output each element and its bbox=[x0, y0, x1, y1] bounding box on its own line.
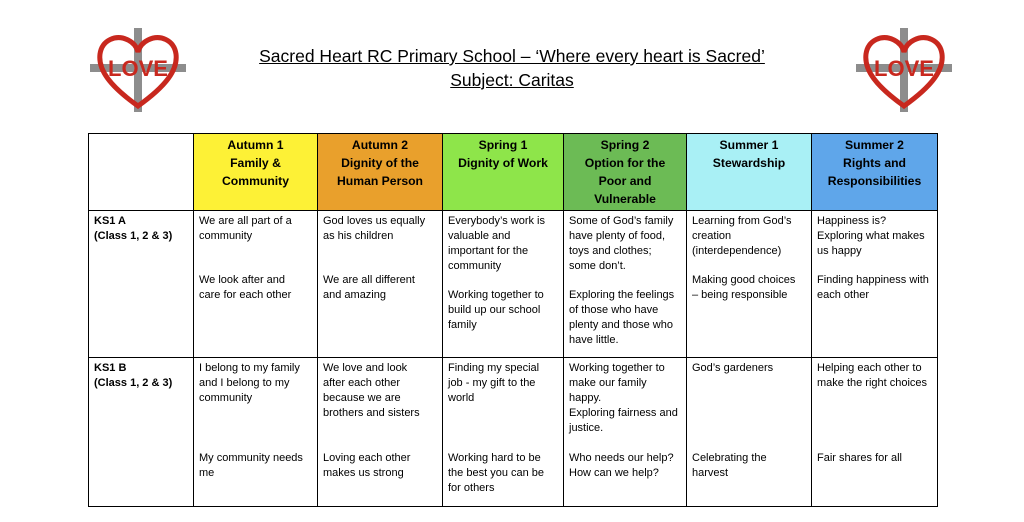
header-text: Spring 1 bbox=[478, 138, 528, 152]
paragraph-gap bbox=[817, 391, 932, 451]
cell-text: have little. bbox=[569, 334, 619, 346]
row-header-text: (Class 1, 2 & 3) bbox=[94, 230, 173, 242]
paragraph-gap bbox=[323, 421, 437, 451]
cell-text: job - my gift to the bbox=[448, 377, 536, 389]
table-cell bbox=[687, 211, 812, 358]
row-header bbox=[89, 358, 194, 507]
header-row bbox=[89, 134, 938, 211]
cell-text: have plenty of food, bbox=[569, 230, 666, 242]
cell-text: Making good choices bbox=[692, 274, 796, 286]
cell-text: family bbox=[448, 319, 477, 331]
paragraph-gap bbox=[569, 436, 681, 451]
header-cell-term bbox=[687, 134, 812, 211]
header-text: Option for the bbox=[584, 156, 666, 170]
table-cell bbox=[318, 211, 443, 358]
cell-text: Exploring the feelings bbox=[569, 289, 675, 301]
cell-text: God loves us equally bbox=[323, 215, 426, 227]
cell-text: Working together to bbox=[448, 289, 544, 301]
header-text: Vulnerable bbox=[594, 192, 656, 206]
paragraph-gap bbox=[817, 259, 932, 273]
row-header-text: (Class 1, 2 & 3) bbox=[94, 377, 173, 389]
header-text: Poor and bbox=[598, 174, 652, 188]
header-text: Stewardship bbox=[712, 156, 786, 170]
cell-text: creation bbox=[692, 230, 732, 242]
cell-text: important for the bbox=[448, 245, 529, 257]
cell-text: God’s gardeners bbox=[692, 362, 774, 374]
cell-text: Finding my special bbox=[448, 362, 540, 374]
cell-text: make our family bbox=[569, 377, 647, 389]
cell-text: I belong to my family bbox=[199, 362, 300, 374]
cell-text: of those who have bbox=[569, 304, 659, 316]
table-cell bbox=[687, 358, 812, 507]
cell-text: My community needs bbox=[199, 452, 303, 464]
cell-text: Exploring fairness and bbox=[569, 407, 678, 419]
cell-text: each other bbox=[817, 289, 869, 301]
header-text: Dignity of Work bbox=[458, 156, 548, 170]
paragraph-gap bbox=[448, 406, 558, 451]
header-text: Rights and bbox=[843, 156, 906, 170]
document-title bbox=[0, 44, 1024, 92]
cell-text: care for each other bbox=[199, 289, 292, 301]
svg-text:LOVE: LOVE bbox=[874, 56, 934, 81]
row-header-text: KS1 A bbox=[94, 215, 126, 227]
cell-text: Learning from God’s bbox=[692, 215, 792, 227]
cell-text: me bbox=[199, 467, 215, 479]
row-header bbox=[89, 211, 194, 358]
cell-text: Celebrating the bbox=[692, 452, 767, 464]
svg-text:LOVE: LOVE bbox=[108, 56, 168, 81]
row-header-text: KS1 B bbox=[94, 362, 127, 374]
cell-text: and I belong to my bbox=[199, 377, 290, 389]
header-text: Summer 1 bbox=[719, 138, 779, 152]
table-cell bbox=[194, 211, 318, 358]
cell-text: Finding happiness with bbox=[817, 274, 929, 286]
cell-text: We are all different bbox=[323, 274, 415, 286]
header-text: Human Person bbox=[336, 174, 423, 188]
header-cell-term bbox=[194, 134, 318, 211]
header-cell-term bbox=[564, 134, 687, 211]
cell-text: harvest bbox=[692, 467, 729, 479]
cell-text: because we are bbox=[323, 392, 401, 404]
paragraph-gap bbox=[323, 244, 437, 273]
table-row bbox=[89, 211, 938, 358]
cell-text: community bbox=[448, 260, 502, 272]
table-cell bbox=[443, 211, 564, 358]
cell-text: Loving each other bbox=[323, 452, 411, 464]
header-cell-term bbox=[318, 134, 443, 211]
cell-text: Helping each other to bbox=[817, 362, 922, 374]
paragraph-gap bbox=[692, 259, 806, 273]
cell-text: makes us strong bbox=[323, 467, 404, 479]
cell-text: build up our school bbox=[448, 304, 541, 316]
header-text: Community bbox=[221, 174, 290, 188]
header-text: Responsibilities bbox=[827, 174, 922, 188]
header-cell-empty bbox=[89, 134, 194, 211]
table-cell bbox=[564, 358, 687, 507]
paragraph-gap bbox=[199, 244, 312, 273]
header-cell-term bbox=[812, 134, 938, 211]
cell-text: Happiness is? bbox=[817, 215, 887, 227]
cell-text: after each other bbox=[323, 377, 401, 389]
cell-text: us happy bbox=[817, 245, 862, 257]
paragraph-gap bbox=[692, 376, 806, 451]
cell-text: Exploring what makes bbox=[817, 230, 925, 242]
header-text: Spring 2 bbox=[600, 138, 650, 152]
cell-text: some don’t. bbox=[569, 260, 626, 272]
cell-text: – being responsible bbox=[692, 289, 788, 301]
cell-text: We love and look bbox=[323, 362, 408, 374]
cell-text: We look after and bbox=[199, 274, 286, 286]
cell-text: valuable and bbox=[448, 230, 511, 242]
cell-text: for others bbox=[448, 482, 495, 494]
paragraph-gap bbox=[448, 274, 558, 288]
cell-text: Some of God’s family bbox=[569, 215, 674, 227]
cell-text: Everybody’s work is bbox=[448, 215, 545, 227]
paragraph-gap bbox=[199, 406, 312, 451]
cell-text: as his children bbox=[323, 230, 394, 242]
header-text: Dignity of the bbox=[341, 156, 419, 170]
table-cell bbox=[443, 358, 564, 507]
cell-text: brothers and sisters bbox=[323, 407, 420, 419]
table-cell bbox=[564, 211, 687, 358]
header-text: Autumn 1 bbox=[227, 138, 284, 152]
cell-text: toys and clothes; bbox=[569, 245, 652, 257]
cell-text: Working hard to be bbox=[448, 452, 541, 464]
table-cell bbox=[812, 358, 938, 507]
table-cell bbox=[812, 211, 938, 358]
cell-text: community bbox=[199, 392, 253, 404]
cell-text: How can we help? bbox=[569, 467, 659, 479]
cell-text: (interdependence) bbox=[692, 245, 782, 257]
cell-text: justice. bbox=[569, 422, 604, 434]
table-cell bbox=[318, 358, 443, 507]
cell-text: plenty and those who bbox=[569, 319, 673, 331]
subject-title: Subject: Caritas bbox=[450, 70, 574, 90]
cell-text: happy. bbox=[569, 392, 602, 404]
school-title: Sacred Heart RC Primary School – ‘Where every heart is Sacred’ bbox=[259, 46, 765, 66]
cell-text: world bbox=[448, 392, 475, 404]
cell-text: make the right choices bbox=[817, 377, 928, 389]
curriculum-table bbox=[88, 133, 938, 507]
header-text: Summer 2 bbox=[845, 138, 904, 152]
cell-text: Who needs our help? bbox=[569, 452, 674, 464]
cell-text: the best you can be bbox=[448, 467, 545, 479]
cell-text: community bbox=[199, 230, 253, 242]
header-text: Autumn 2 bbox=[351, 138, 409, 152]
header-text: Family & bbox=[230, 156, 281, 170]
cell-text: Fair shares for all bbox=[817, 452, 902, 464]
cell-text: We are all part of a bbox=[199, 215, 292, 227]
table-cell bbox=[194, 358, 318, 507]
cell-text: and amazing bbox=[323, 289, 386, 301]
paragraph-gap bbox=[569, 274, 681, 288]
table-row bbox=[89, 358, 938, 507]
header-cell-term bbox=[443, 134, 564, 211]
cell-text: Working together to bbox=[569, 362, 665, 374]
